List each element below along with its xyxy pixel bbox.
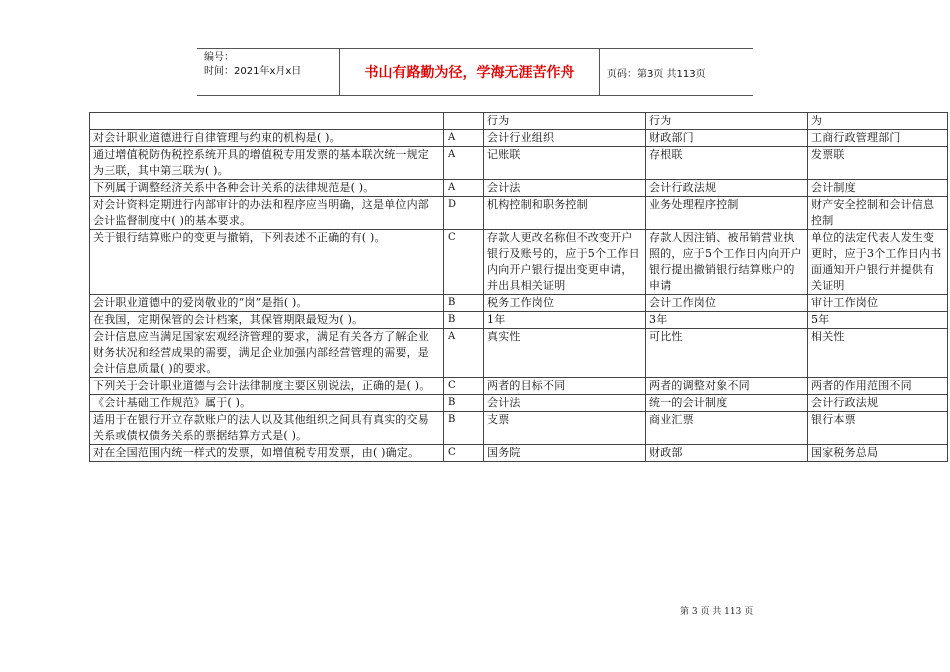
option-1-cell: 税务工作岗位: [484, 295, 646, 312]
option-3-cell: 国家税务总局: [808, 445, 948, 462]
table-row: [90, 329, 948, 378]
option-2-cell: 财政部: [646, 445, 808, 462]
answer-cell: A: [444, 130, 484, 147]
table-row: [90, 197, 948, 230]
option-1-cell: 会计法: [484, 395, 646, 412]
table-row: [90, 130, 948, 147]
answer-cell: D: [444, 197, 484, 230]
table-row: [90, 230, 948, 295]
header-cell-option-2: 行为: [646, 113, 808, 130]
answer-cell: A: [444, 329, 484, 378]
option-1-cell: 支票: [484, 412, 646, 445]
option-2-cell: 统一的会计制度: [646, 395, 808, 412]
header-cell-option-3: 为: [808, 113, 948, 130]
question-cell: 通过增值税防伪税控系统开具的增值税专用发票的基本联次统一规定为三联，其中第三联为( )。: [90, 147, 444, 180]
option-2-cell: 存款人因注销、被吊销营业执照的，应于5个工作日内向开户银行提出撤销银行结算账户的申请: [646, 230, 808, 295]
option-1-cell: 机构控制和职务控制: [484, 197, 646, 230]
header-cell-option-1: 行为: [484, 113, 646, 130]
header-page-code: 页码：第3页 共113页: [607, 68, 706, 80]
question-cell: 适用于在银行开立存款账户的法人以及其他组织之间具有真实的交易关系或债权债务关系的票据结算方式是( )。: [90, 412, 444, 445]
question-cell: 对在全国范围内统一样式的发票，如增值税专用发票，由( )确定。: [90, 445, 444, 462]
table-row: [90, 312, 948, 329]
answer-cell: B: [444, 312, 484, 329]
option-1-cell: 1年: [484, 312, 646, 329]
option-3-cell: 两者的作用范围不同: [808, 378, 948, 395]
page-header: [197, 48, 753, 96]
question-cell: 会计信息应当满足国家宏观经济管理的要求，满足有关各方了解企业财务状况和经营成果的需要，满足企业加强内部经营管理的需要，是会计信息质量( )的要求。: [90, 329, 444, 378]
question-table-body: [90, 113, 948, 462]
option-3-cell: 会计行政法规: [808, 395, 948, 412]
option-3-cell: 银行本票: [808, 412, 948, 445]
option-2-cell: 可比性: [646, 329, 808, 378]
option-1-cell: 国务院: [484, 445, 646, 462]
option-3-cell: 工商行政管理部门: [808, 130, 948, 147]
option-1-cell: 会计法: [484, 180, 646, 197]
option-3-cell: 单位的法定代表人发生变更时，应于3个工作日内书面通知开户银行并提供有关证明: [808, 230, 948, 295]
option-2-cell: 两者的调整对象不同: [646, 378, 808, 395]
option-2-cell: 会计工作岗位: [646, 295, 808, 312]
option-3-cell: 5年: [808, 312, 948, 329]
option-2-cell: 财政部门: [646, 130, 808, 147]
header-meta: [197, 49, 340, 95]
question-cell: 对会计资料定期进行内部审计的办法和程序应当明确，这是单位内部会计监督制度中( )的基本要求。: [90, 197, 444, 230]
question-cell: 会计职业道德中的爱岗敬业的“岗”是指( )。: [90, 295, 444, 312]
option-1-cell: 会计行业组织: [484, 130, 646, 147]
table-row: [90, 395, 948, 412]
table-row: [90, 445, 948, 462]
answer-cell: B: [444, 412, 484, 445]
option-2-cell: 商业汇票: [646, 412, 808, 445]
answer-cell: A: [444, 147, 484, 180]
option-3-cell: 财产安全控制和会计信息控制: [808, 197, 948, 230]
question-cell: 在我国，定期保管的会计档案，其保管期限最短为( )。: [90, 312, 444, 329]
table-row: [90, 295, 948, 312]
option-2-cell: 3年: [646, 312, 808, 329]
time-label: 时间：2021年x月x日: [204, 66, 302, 77]
option-1-cell: 记账联: [484, 147, 646, 180]
serial-label: 编号：: [204, 52, 234, 63]
question-cell: 关于银行结算账户的变更与撤销，下列表述不正确的有( )。: [90, 230, 444, 295]
option-1-cell: 两者的目标不同: [484, 378, 646, 395]
option-2-cell: 存根联: [646, 147, 808, 180]
question-cell: 下列属于调整经济关系中各种会计关系的法律规范是( )。: [90, 180, 444, 197]
page-footer: 第 3 页 共 113 页: [680, 607, 754, 617]
answer-cell: C: [444, 230, 484, 295]
answer-cell: B: [444, 395, 484, 412]
table-row: [90, 378, 948, 395]
question-cell: 对会计职业道德进行自律管理与约束的机构是( )。: [90, 130, 444, 147]
option-2-cell: 会计行政法规: [646, 180, 808, 197]
option-1-cell: 存款人更改名称但不改变开户银行及账号的，应于5个工作日内向开户银行提出变更申请，并出具相关证明: [484, 230, 646, 295]
option-3-cell: 发票联: [808, 147, 948, 180]
option-3-cell: 审计工作岗位: [808, 295, 948, 312]
question-table: [89, 112, 948, 462]
option-1-cell: 真实性: [484, 329, 646, 378]
option-3-cell: 相关性: [808, 329, 948, 378]
table-row: [90, 412, 948, 445]
answer-cell: C: [444, 378, 484, 395]
question-cell: 下列关于会计职业道德与会计法律制度主要区别说法，正确的是( )。: [90, 378, 444, 395]
answer-cell: C: [444, 445, 484, 462]
answer-cell: A: [444, 180, 484, 197]
option-3-cell: 会计制度: [808, 180, 948, 197]
question-cell: 《会计基础工作规范》属于( )。: [90, 395, 444, 412]
option-2-cell: 业务处理程序控制: [646, 197, 808, 230]
answer-cell: B: [444, 295, 484, 312]
table-header-row: [90, 113, 948, 130]
table-row: [90, 180, 948, 197]
header-motto: 书山有路勤为径，学海无涯苦作舟: [340, 49, 600, 95]
header-cell-question: [90, 113, 444, 130]
table-row: [90, 147, 948, 180]
header-cell-answer: [444, 113, 484, 130]
